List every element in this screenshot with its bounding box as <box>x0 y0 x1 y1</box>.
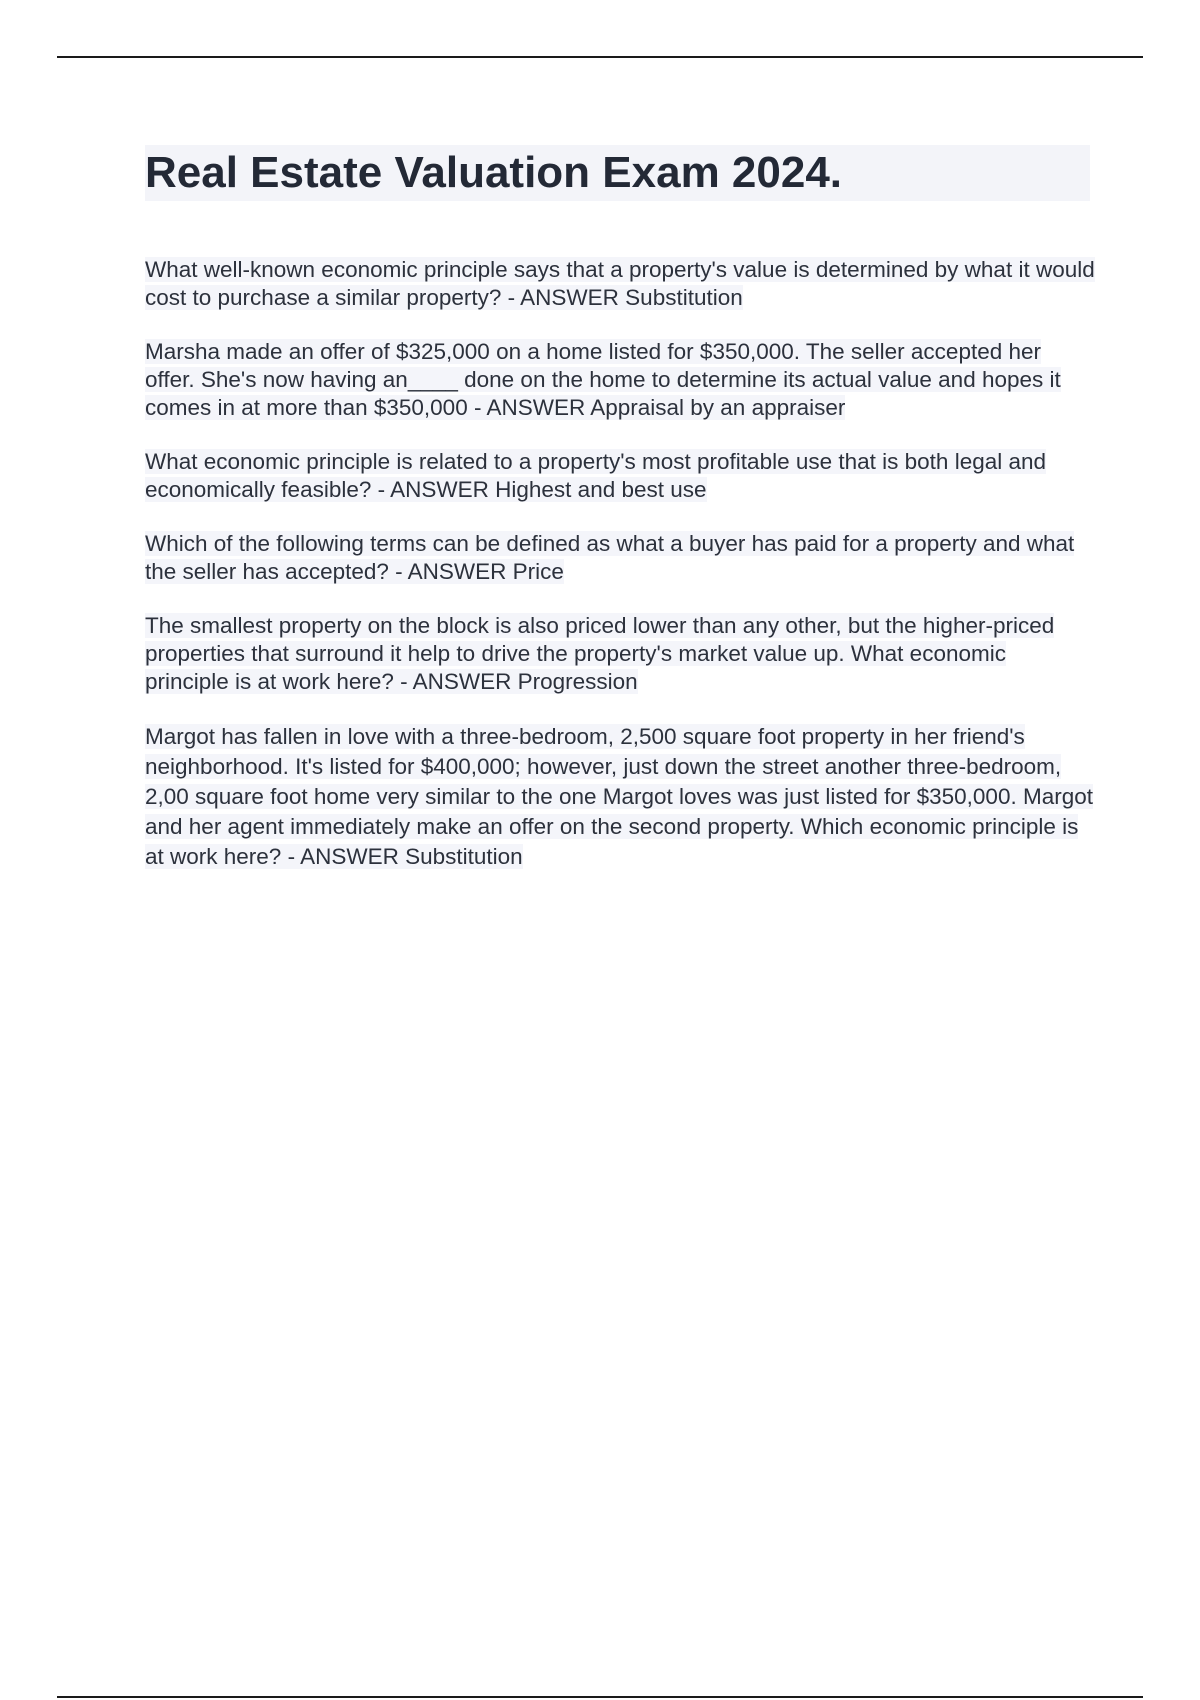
question-item <box>145 256 1095 312</box>
question-item <box>145 722 1095 872</box>
question-text: Which of the following terms can be defined as what a buyer has paid for a property and what the seller has accepted? - ANSWER Price <box>145 531 1075 584</box>
question-list <box>145 256 1095 898</box>
top-rule <box>57 56 1143 58</box>
document-title: Real Estate Valuation Exam 2024. <box>145 148 843 197</box>
question-text: The smallest property on the block is also priced lower than any other, but the higher-priced properties that surround it help to drive the property's market value up. What economic principle is at work here? - ANSWER Progression <box>145 613 1055 694</box>
question-text: What economic principle is related to a property's most profitable use that is both legal and economically feasible? - ANSWER Highest and best use <box>145 449 1047 502</box>
question-item <box>145 448 1095 504</box>
bottom-rule <box>57 1696 1143 1698</box>
question-item <box>145 612 1095 696</box>
question-text: Margot has fallen in love with a three-bedroom, 2,500 square foot property in her friend's neighborhood. It's listed for $400,000; however, just down the street another three-bedroom, 2,00 square foot home very similar to the one Margot loves was just listed for $350,000. Margot and her agent immediately make an offer on the second property. Which economic principle is at work here? - ANSWER Substitution <box>145 724 1093 869</box>
title-highlight <box>145 145 1090 201</box>
question-item <box>145 530 1095 586</box>
question-text: What well-known economic principle says that a property's value is determined by what it would cost to purchase a similar property? - ANSWER Substitution <box>145 257 1095 310</box>
question-item <box>145 338 1095 422</box>
question-text: Marsha made an offer of $325,000 on a home listed for $350,000. The seller accepted her offer. She's now having an____ done on the home to determine its actual value and hopes it comes in at more than $350,000 - ANSWER Appraisal by an appraiser <box>145 339 1061 420</box>
